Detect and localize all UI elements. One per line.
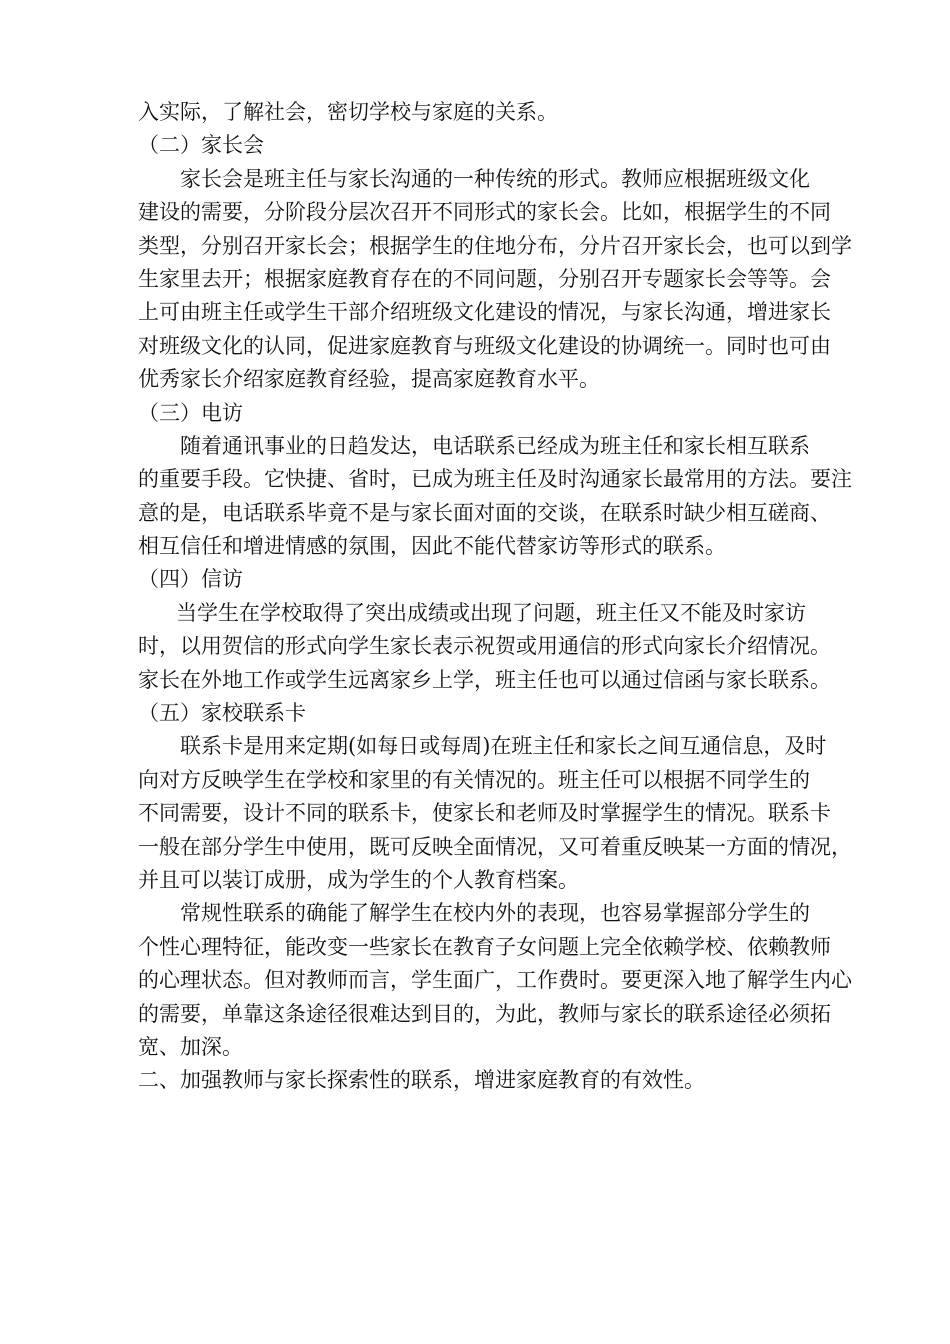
document-page [138,96,860,1098]
body-line: 时，以用贺信的形式向学生家长表示祝贺或用通信的形式向家长介绍情况。 [138,634,831,659]
section-heading-phone-visit: （三）电访 [138,400,243,425]
paragraph-first-line: 联系卡是用来定期(如每日或每周)在班主任和家长之间互通信息，及时 [180,734,827,759]
body-line: 的心理状态。但对教师而言，学生面广，工作费时。要更深入地了解学生内心 [138,968,852,993]
body-line: 类型，分别召开家长会；根据学生的住地分布，分片召开家长会，也可以到学 [138,233,852,258]
body-line: 相互信任和增进情感的氛围，因此不能代替家访等形式的联系。 [138,534,726,559]
paragraph-first-line: 常规性联系的确能了解学生在校内外的表现，也容易掌握部分学生的 [180,901,810,926]
paragraph-first-line: 随着通讯事业的日趋发达，电话联系已经成为班主任和家长相互联系 [180,433,810,458]
body-line: 家长在外地工作或学生远离家乡上学，班主任也可以通过信函与家长联系。 [138,667,831,692]
body-line: 对班级文化的认同，促进家庭教育与班级文化建设的协调统一。同时也可由 [138,333,831,358]
body-line: 上可由班主任或学生干部介绍班级文化建设的情况，与家长沟通，增进家长 [138,300,831,325]
body-line: 个性心理特征，能改变一些家长在教育子女问题上完全依赖学校、依赖教师 [138,934,831,959]
body-line: 不同需要，设计不同的联系卡，使家长和老师及时掌握学生的情况。联系卡 [138,801,831,826]
body-line: 入实际，了解社会，密切学校与家庭的关系。 [138,100,558,124]
section-heading-parent-meeting: （二）家长会 [138,133,264,158]
section-heading-exploratory-contact: 二、加强教师与家长探索性的联系，增进家庭教育的有效性。 [138,1068,705,1093]
body-line: 意的是，电话联系毕竟不是与家长面对面的交谈，在联系时缺少相互磋商、 [138,500,831,525]
body-line: 一般在部分学生中使用，既可反映全面情况，又可着重反映某一方面的情况， [138,834,852,859]
body-line: 向对方反映学生在学校和家里的有关情况的。班主任可以根据不同学生的 [138,767,810,792]
body-line: 并且可以装订成册，成为学生的个人教育档案。 [138,867,579,892]
paragraph-first-line: 当学生在学校取得了突出成绩或出现了问题，班主任又不能及时家访 [176,600,806,625]
body-line: 的重要手段。它快捷、省时，已成为班主任及时沟通家长最常用的方法。要注 [138,467,852,492]
section-heading-letter-visit: （四）信访 [138,567,243,592]
body-line: 的需要，单靠这条途径很难达到目的，为此，教师与家长的联系途径必须拓 [138,1001,831,1026]
body-line: 生家里去开；根据家庭教育存在的不同问题，分别召开专题家长会等等。会 [138,266,831,291]
body-line: 优秀家长介绍家庭教育经验，提高家庭教育水平。 [138,367,600,392]
section-heading-contact-card: （五）家校联系卡 [138,701,306,726]
body-line: 建设的需要，分阶段分层次召开不同形式的家长会。比如，根据学生的不同 [138,200,831,225]
paragraph-first-line: 家长会是班主任与家长沟通的一种传统的形式。教师应根据班级文化 [180,166,810,191]
body-line: 宽、加深。 [138,1034,243,1059]
